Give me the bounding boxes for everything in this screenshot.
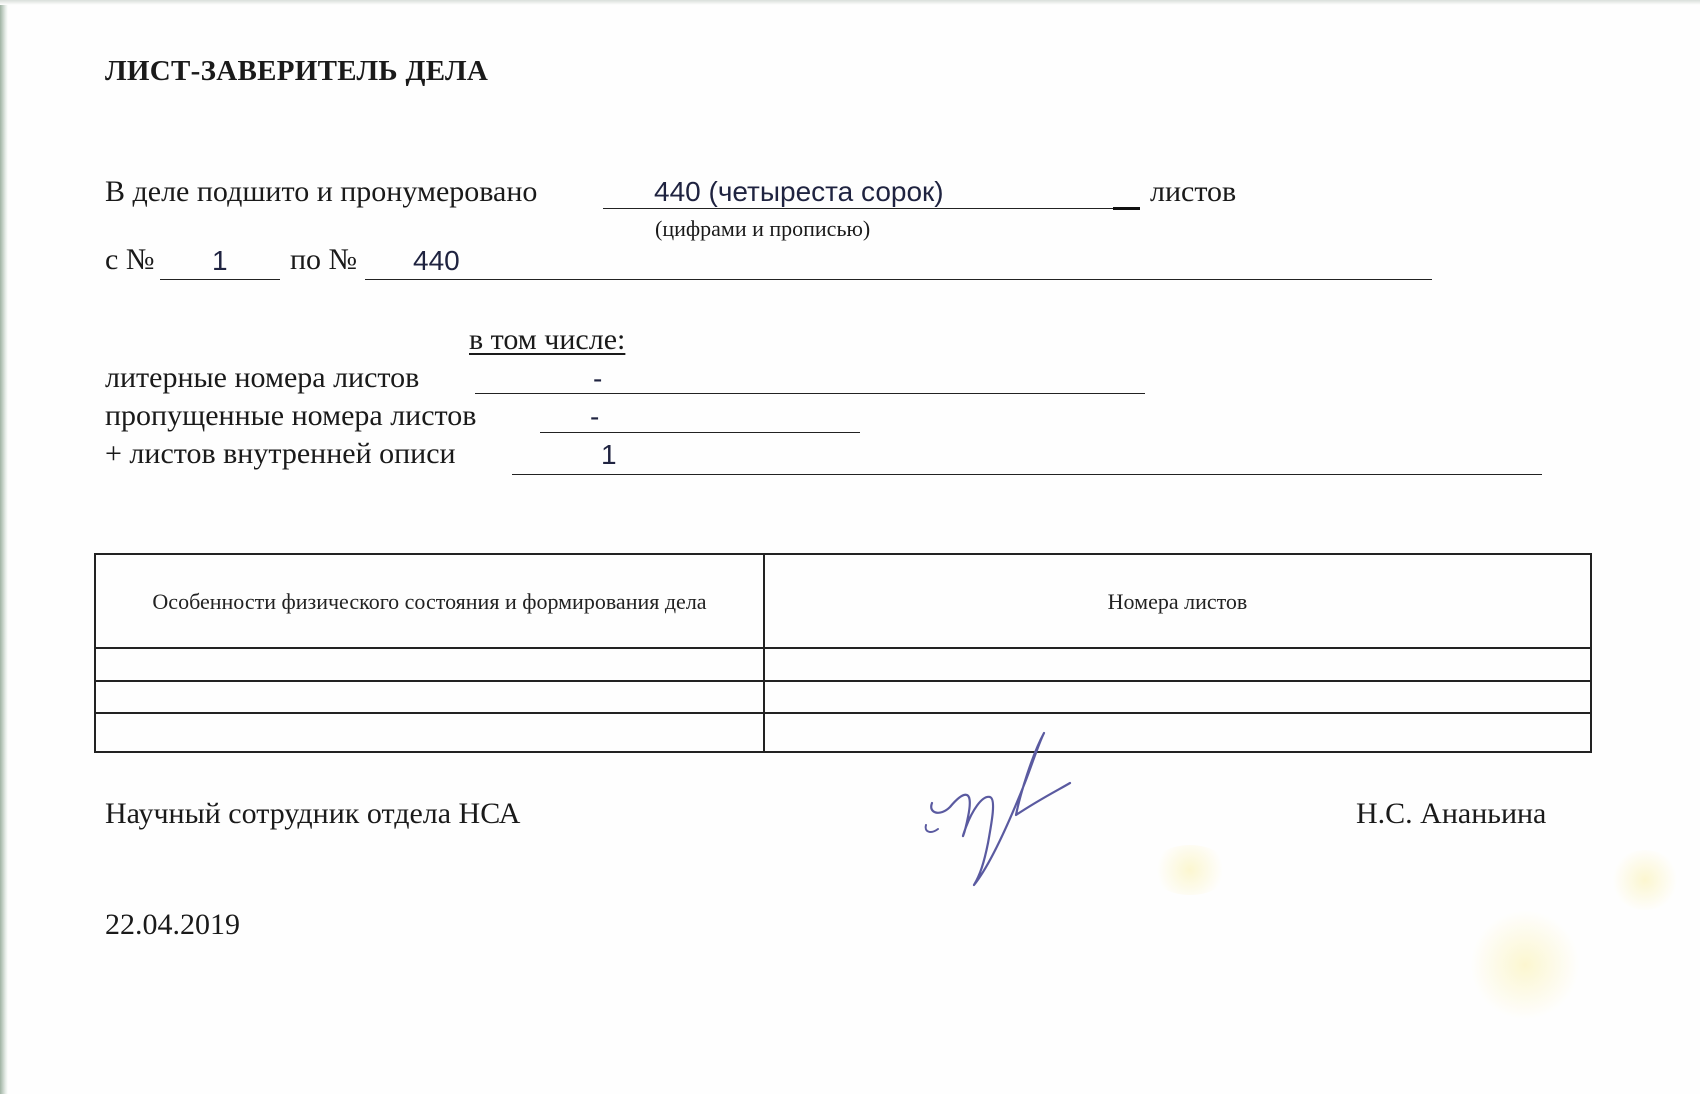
signer-name: Н.С. Ананьина	[1356, 797, 1547, 830]
document-title: ЛИСТ-ЗАВЕРИТЕЛЬ ДЕЛА	[105, 55, 489, 87]
table-row	[96, 649, 1590, 680]
missing-numbers-label: пропущенные номера листов	[105, 399, 477, 432]
inner-inventory-underline	[512, 474, 1542, 475]
missing-numbers-value: -	[590, 401, 600, 432]
scan-edge-left	[0, 0, 8, 1094]
scan-edge-top	[0, 0, 1700, 5]
table-row	[96, 714, 1590, 751]
sheets-hint: (цифрами и прописью)	[655, 216, 871, 241]
physical-state-table	[94, 553, 1592, 753]
sheets-underline	[603, 208, 1140, 209]
including-label: в том числе:	[469, 323, 626, 356]
letter-numbers-underline	[475, 393, 1145, 394]
paper-stain	[1470, 910, 1580, 1020]
sheets-suffix: листов	[1150, 175, 1237, 208]
paper-stain	[1610, 850, 1680, 910]
sheets-value: 440 (четыреста сорок)	[654, 176, 944, 207]
range-to-underline	[365, 279, 1432, 280]
paper-stain	[1150, 845, 1230, 895]
table-row	[96, 682, 1590, 712]
range-to-label: по №	[290, 243, 358, 276]
letter-numbers-label: литерные номера листов	[105, 361, 420, 394]
table-header-features: Особенности физического состояния и формирования дела	[152, 588, 707, 614]
range-to-value: 440	[413, 245, 460, 276]
document-date: 22.04.2019	[105, 908, 240, 941]
inner-inventory-value: 1	[601, 439, 617, 470]
letter-numbers-value: -	[593, 363, 603, 394]
range-from-label: с №	[105, 243, 155, 276]
sheets-underline-end	[1113, 207, 1140, 210]
sheets-prefix: В деле подшито и пронумеровано	[105, 175, 538, 208]
range-from-underline	[160, 279, 280, 280]
range-from-value: 1	[212, 245, 228, 276]
position-title: Научный сотрудник отдела НСА	[105, 797, 521, 830]
missing-numbers-underline	[540, 432, 860, 433]
handwritten-signature	[920, 725, 1080, 895]
inner-inventory-label: + листов внутренней описи	[105, 437, 456, 470]
table-header-sheet-numbers: Номера листов	[1107, 588, 1248, 614]
